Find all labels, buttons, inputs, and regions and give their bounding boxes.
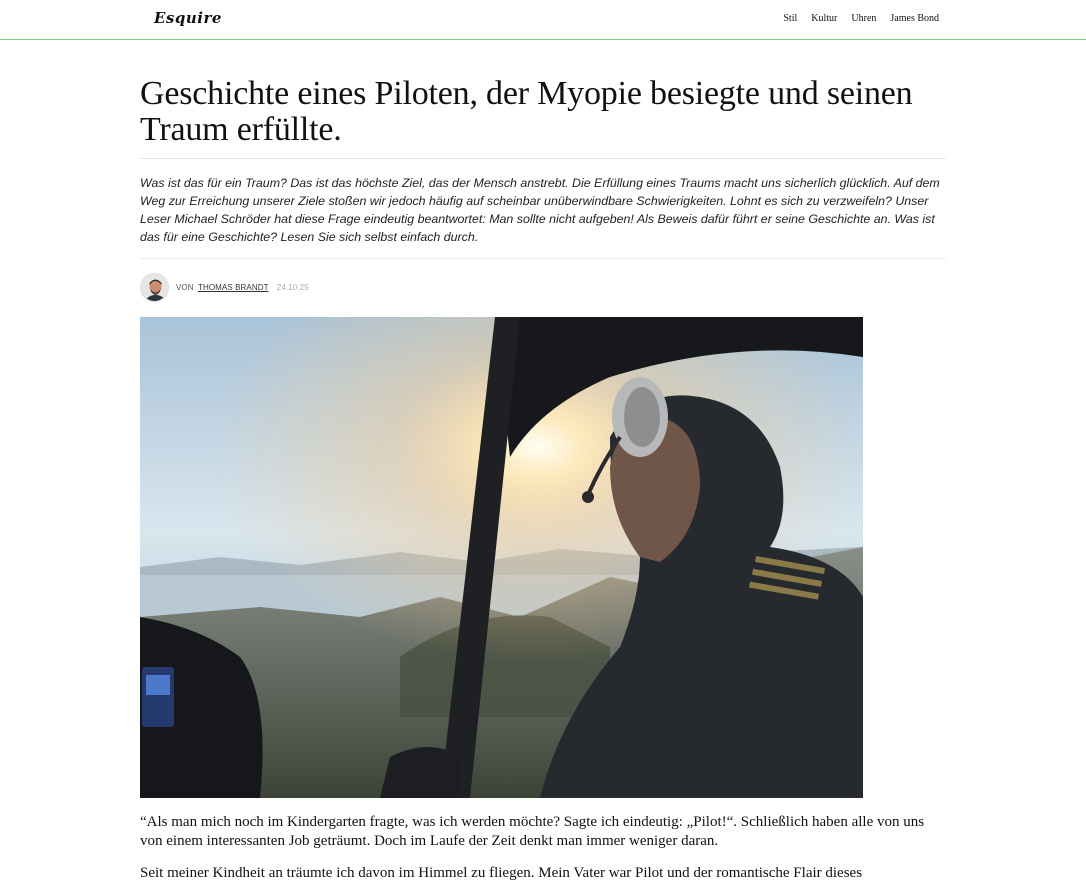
esquire-logo[interactable]: Esquire (154, 9, 222, 27)
pilot-cockpit-illustration (140, 317, 863, 798)
nav-link-stil[interactable]: Stil (783, 13, 798, 24)
article-title: Geschichte eines Piloten, der Myopie besiegte und seinen Traum erfüllte. (140, 75, 913, 148)
divider (140, 158, 946, 159)
byline (140, 273, 309, 302)
divider (140, 258, 946, 259)
publish-date: 24.10.25 (276, 283, 309, 292)
site-header (0, 0, 1086, 40)
article (140, 75, 946, 880)
byline-prefix: VON (176, 283, 194, 292)
main-nav (769, 13, 939, 24)
author-avatar[interactable] (140, 273, 169, 302)
paragraph: Seit meiner Kindheit an träumte ich davon im Himmel zu fliegen. Mein Vater war Pilot und der romantische Flair dieses (140, 865, 863, 880)
article-lead: Was ist das für ein Traum? Das ist das höchste Ziel, das der Mensch anstrebt. Die Erfüllung eines Traums macht uns sicherlich glücklich. Auf dem Weg zur Erreichung unserer Ziele stoßen wir jedoch häufig auf scheinbar unüberwindbare Schwierigkeiten. Lohnt es sich zu verzweifeln? Unser Leser Michael Schröder hat diese Frage eindeutig beantwortet: Man sollte nicht aufgeben! Als Beweis dafür führt er seine Geschichte an. Was ist das für eine Geschichte? Lesen Sie sich selbst einfach durch. (140, 176, 940, 244)
nav-link-uhren[interactable]: Uhren (851, 13, 877, 24)
nav-link-james-bond[interactable]: James Bond (890, 13, 939, 24)
author-link[interactable]: THOMAS BRANDT (197, 283, 269, 292)
hero-image (140, 317, 863, 798)
article-body (140, 813, 946, 880)
paragraph: “Als man mich noch im Kindergarten fragte, was ich werden möchte? Sagte ich eindeutig: „Pilot!“. Schließlich haben alle von uns von einem interessanten Job geträumt. Doch im Laufe der Zeit denkt man immer weniger daran. (140, 814, 925, 849)
nav-link-kultur[interactable]: Kultur (811, 13, 838, 24)
byline-text (176, 283, 309, 292)
